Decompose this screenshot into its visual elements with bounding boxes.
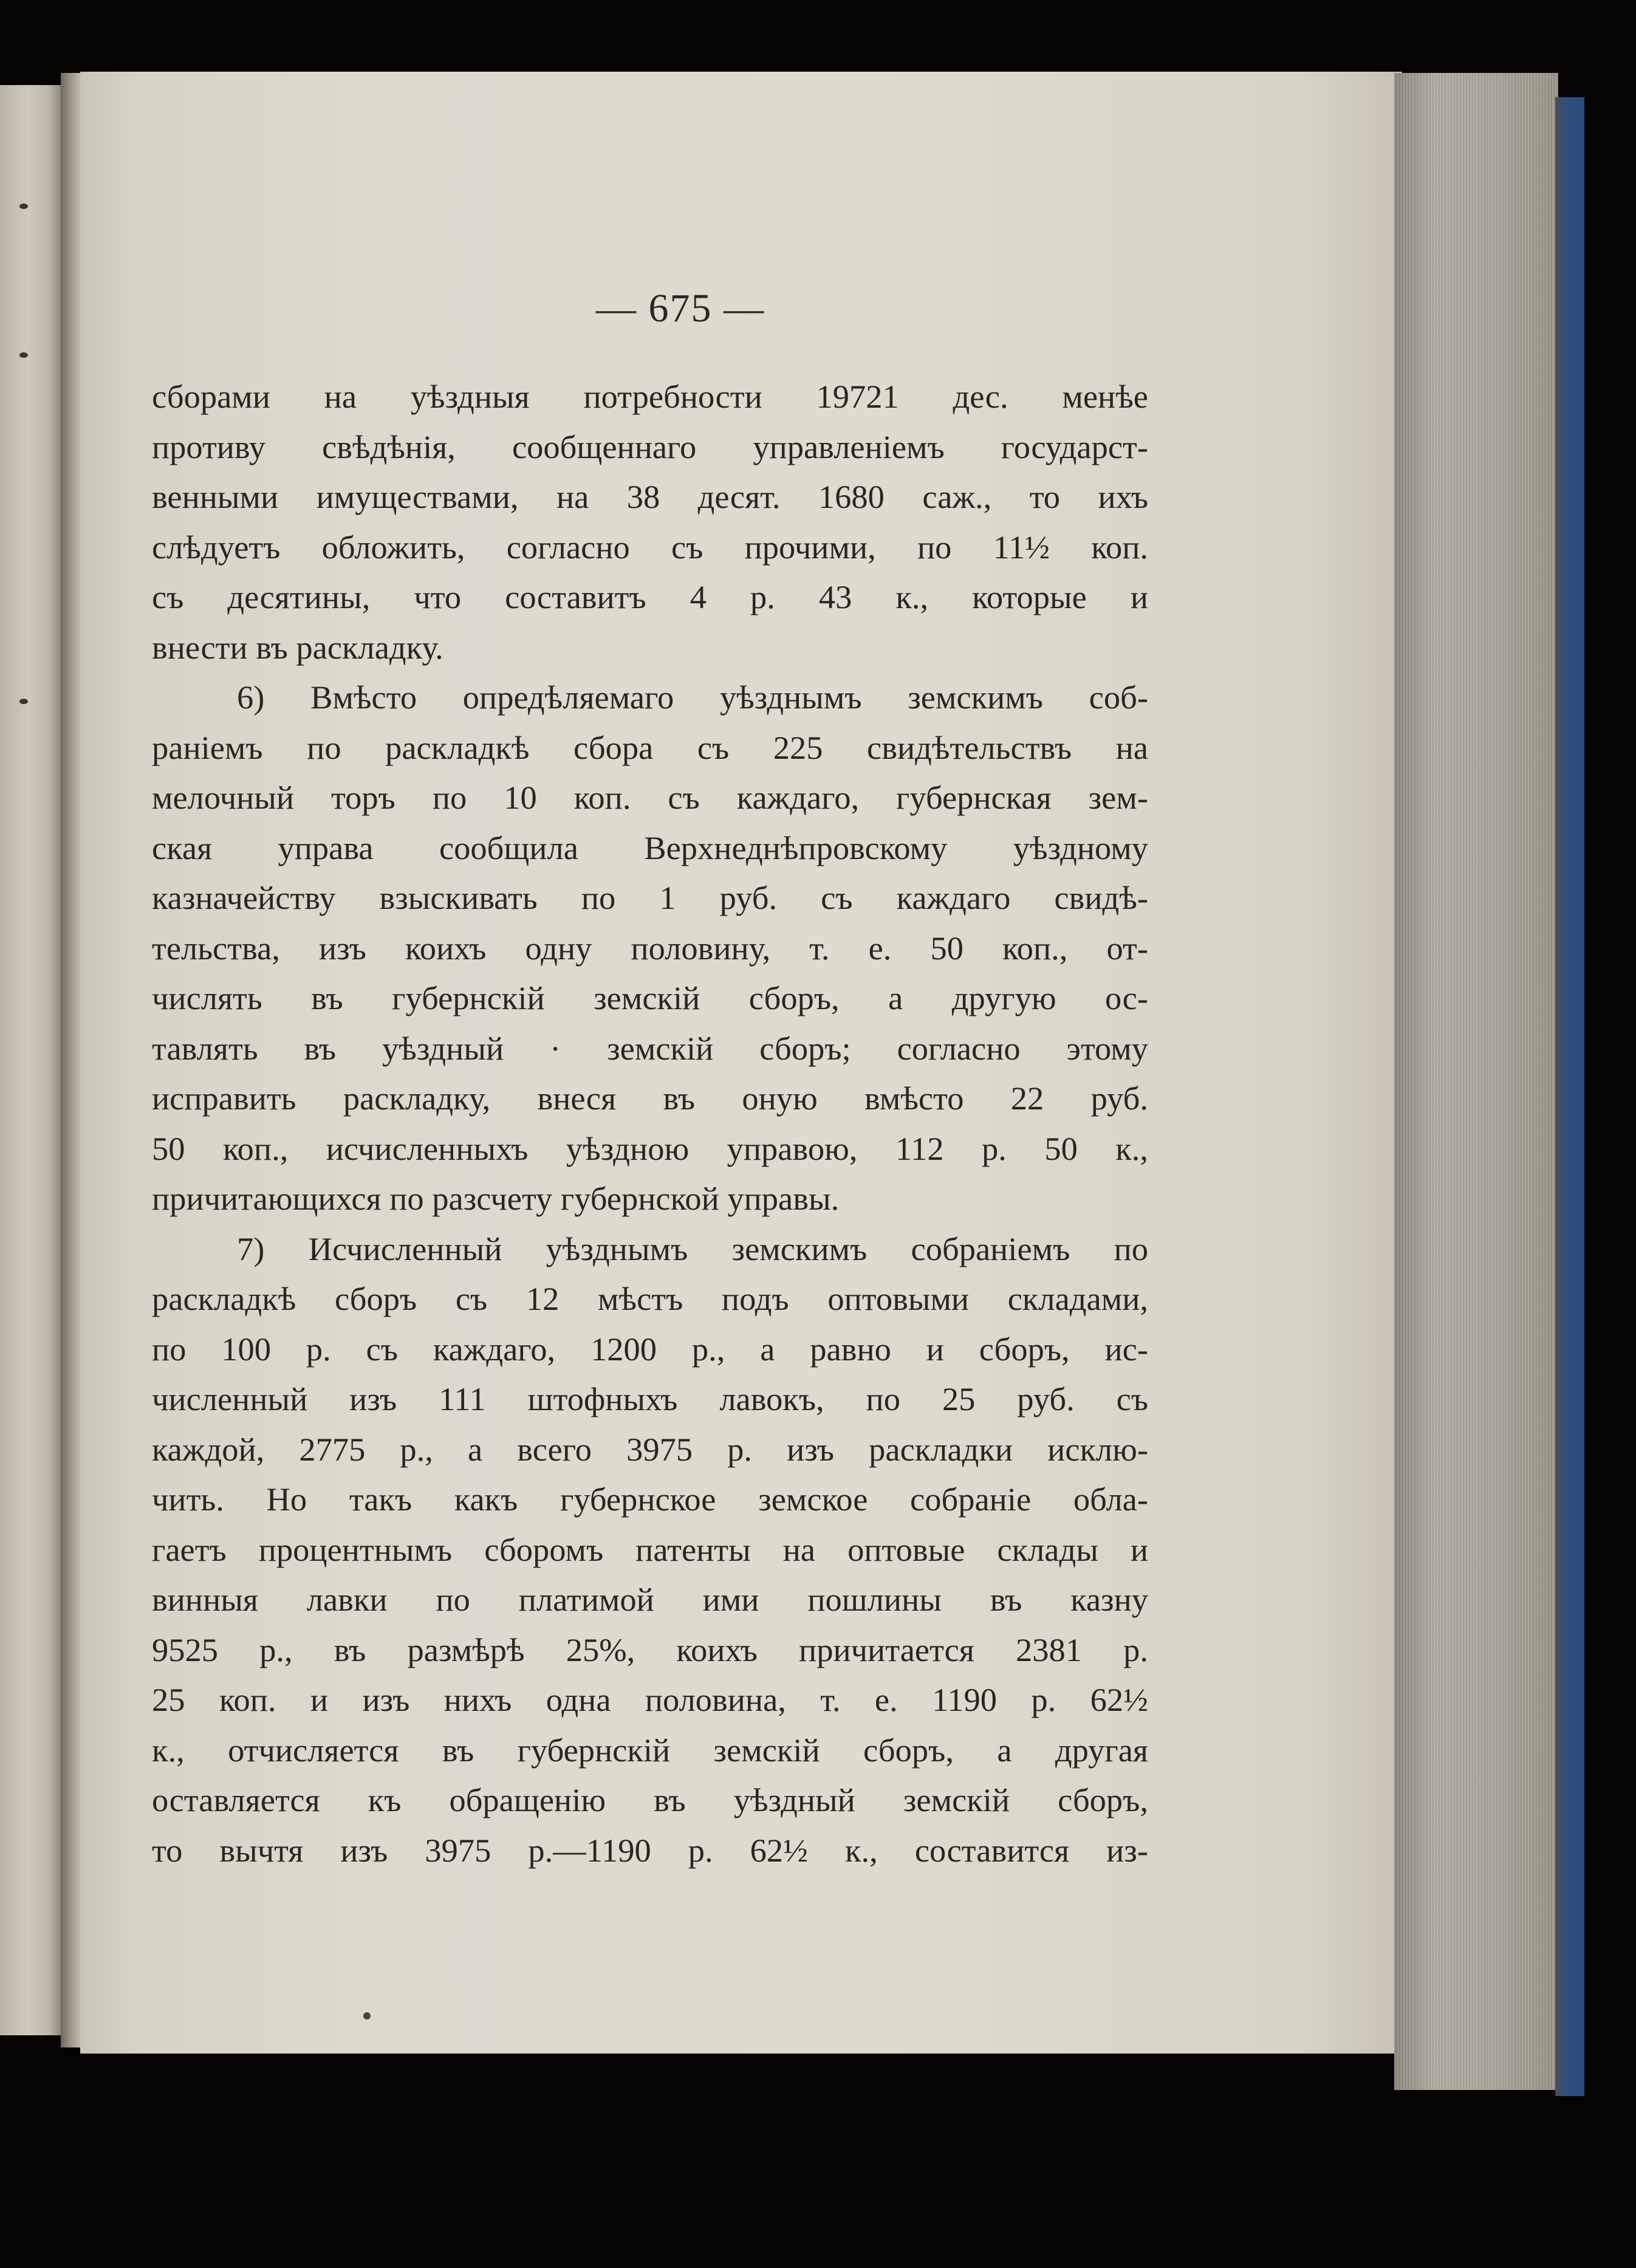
text-line: по 100 р. съ каждаго, 1200 р., а равно и сборъ, ис- bbox=[152, 1330, 1148, 1368]
text-line: исправить раскладку, внеся въ оную вмѣсто 22 руб. bbox=[152, 1080, 1148, 1117]
text-line: раніемъ по раскладкѣ сбора съ 225 свидѣтельствъ на bbox=[152, 728, 1148, 766]
text-line: причитающихся по разсчету губернской управы. bbox=[152, 1180, 840, 1217]
text-line: ская управа сообщила Верхнеднѣпровскому уѣздному bbox=[152, 829, 1148, 866]
ink-spot bbox=[363, 2012, 371, 2020]
page-number: — 675 — bbox=[596, 286, 765, 331]
text-line: венными имуществами, на 38 десят. 1680 саж., то ихъ bbox=[152, 478, 1148, 515]
text-line: то вычтя изъ 3975 р.—1190 р. 62½ к., составится из- bbox=[152, 1831, 1148, 1869]
book-gutter bbox=[61, 73, 83, 2047]
text-line: гаетъ процентнымъ сборомъ патенты на оптовые склады и bbox=[152, 1530, 1148, 1568]
text-line: казначейству взыскивать по 1 руб. съ каждаго свидѣ- bbox=[152, 879, 1148, 916]
text-line: внести въ раскладку. bbox=[152, 628, 443, 666]
page-block-edges bbox=[1394, 73, 1558, 2090]
text-line: слѣдуетъ обложить, согласно съ прочими, по 11½ коп. bbox=[152, 528, 1148, 566]
page-text bbox=[152, 372, 1148, 1876]
text-line: раскладкѣ сборъ съ 12 мѣстъ подъ оптовыми складами, bbox=[152, 1280, 1148, 1317]
text-line: винныя лавки по платимой ими пошлины въ казну bbox=[152, 1581, 1148, 1618]
text-line: числять въ губернскій земскій сборъ, а другую ос- bbox=[152, 979, 1148, 1016]
paragraph-start: 6) Вмѣсто опредѣляемаго уѣзднымъ земскимъ соб- bbox=[237, 679, 1148, 716]
text-line: чить. Но такъ какъ губернское земское собраніе обла- bbox=[152, 1481, 1148, 1518]
text-line: противу свѣдѣнія, сообщеннаго управленіемъ государст- bbox=[152, 428, 1148, 465]
text-line: к., отчисляется въ губернскій земскій сборъ, а другая bbox=[152, 1731, 1148, 1769]
previous-page-edge bbox=[0, 85, 61, 2035]
text-line: съ десятины, что составитъ 4 р. 43 к., которые и bbox=[152, 578, 1148, 615]
text-line: мелочный торъ по 10 коп. съ каждаго, губернская зем- bbox=[152, 779, 1148, 816]
text-line: численный изъ 111 штофныхъ лавокъ, по 25 руб. съ bbox=[152, 1380, 1148, 1417]
text-line: каждой, 2775 р., а всего 3975 р. изъ раскладки исклю- bbox=[152, 1430, 1148, 1468]
text-line: тавлять въ уѣздный · земскій сборъ; согласно этому bbox=[152, 1029, 1148, 1067]
paragraph-start: 7) Исчисленный уѣзднымъ земскимъ собраніемъ по bbox=[237, 1230, 1148, 1267]
page-mark bbox=[19, 352, 28, 358]
text-line: тельства, изъ коихъ одну половину, т. е. 50 коп., от- bbox=[152, 929, 1148, 967]
page-mark bbox=[19, 699, 28, 704]
book-cover-edge bbox=[1555, 97, 1584, 2096]
text-line: 9525 р., въ размѣрѣ 25%, коихъ причитается 2381 р. bbox=[152, 1631, 1148, 1668]
text-line: оставляется къ обращенію въ уѣздный земскій сборъ, bbox=[152, 1781, 1148, 1818]
text-line: 25 коп. и изъ нихъ одна половина, т. е. 1190 р. 62½ bbox=[152, 1681, 1148, 1718]
page-mark bbox=[19, 204, 28, 209]
text-line: 50 коп., исчисленныхъ уѣздною управою, 112 р. 50 к., bbox=[152, 1129, 1148, 1167]
text-line: сборами на уѣздныя потребности 19721 дес. менѣе bbox=[152, 378, 1148, 415]
